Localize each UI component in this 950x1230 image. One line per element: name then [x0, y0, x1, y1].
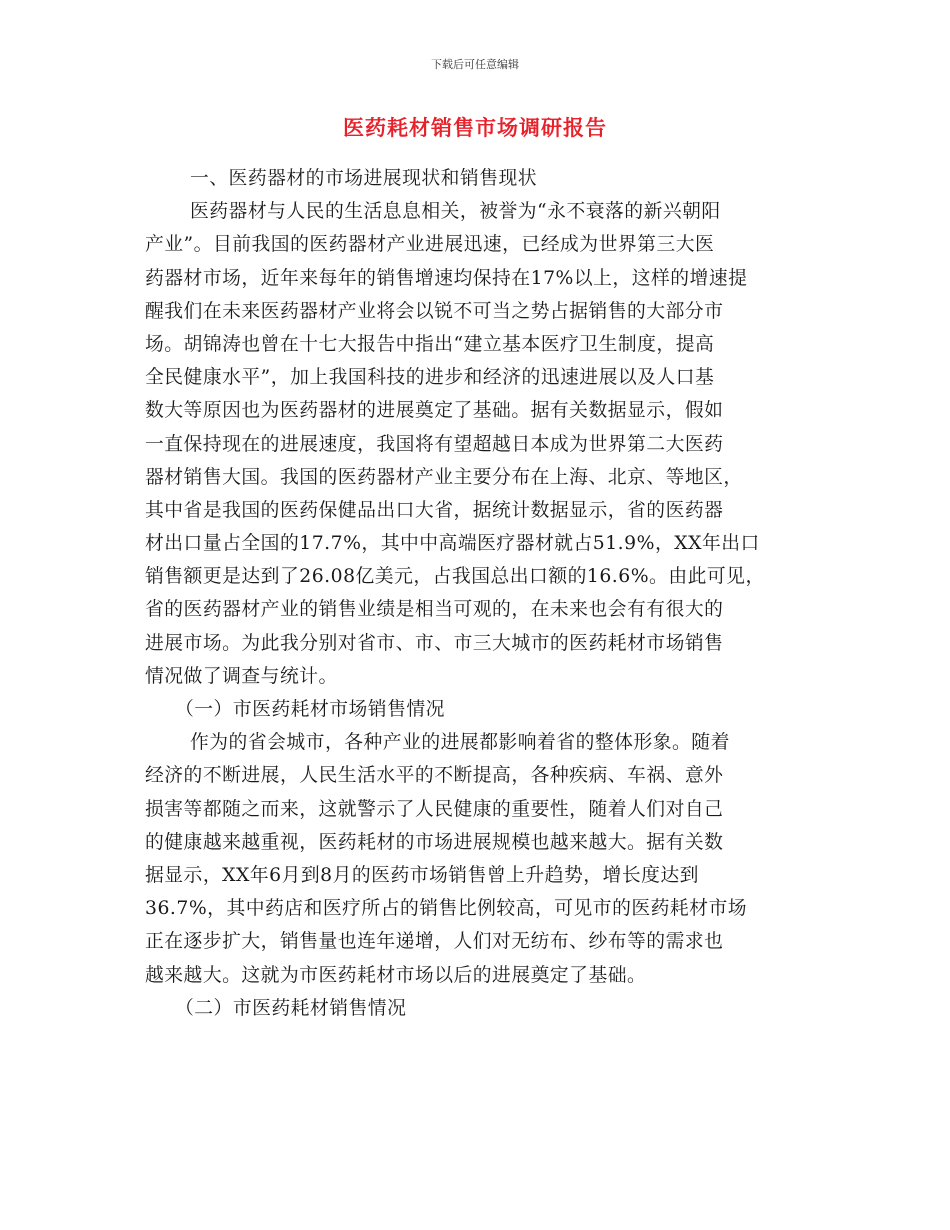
paragraph-line: 越来越大。这就为市医药耗材市场以后的进展奠定了基础。 [145, 964, 647, 986]
paragraph-line: 产业”。目前我国的医药器材产业进展迅速，已经成为世界第三大医 [145, 234, 715, 256]
paragraph-line: 据显示，XX年6月到8月的医药市场销售曾上升趋势，增长度达到 [145, 864, 699, 886]
paragraph-line: 情况做了调查与统计。 [145, 665, 338, 687]
document-body [145, 162, 817, 1025]
paragraph-line: 损害等都随之而来，这就警示了人民健康的重要性，随着人们对自己 [145, 798, 724, 820]
paragraph-line: 醒我们在未来医药器材产业将会以锐不可当之势占据销售的大部分市 [145, 300, 724, 322]
paragraph-line: 销售额更是达到了26.08亿美元，占我国总出口额的16.6%。由此可见， [145, 566, 765, 588]
paragraph-line: 器材销售大国。我国的医药器材产业主要分布在上海、北京、等地区， [145, 466, 743, 488]
section-heading-1: 一、医药器材的市场进展现状和销售现状 [190, 168, 538, 189]
paragraph-line: 作为的省会城市，各种产业的进展都影响着省的整体形象。随着 [190, 732, 730, 754]
paragraph-line: 全民健康水平”，加上我国科技的进步和经济的迅速进展以及人口基 [145, 367, 715, 389]
paragraph-line: 的健康越来越重视，医药耗材的市场进展规模也越来越大。据有关数 [145, 831, 724, 853]
paragraph-line: 经济的不断进展，人民生活水平的不断提高，各种疾病、车祸、意外 [145, 765, 724, 787]
document-title: 医药耗材销售市场调研报告 [343, 115, 607, 140]
paragraph-line: 36.7%，其中药店和医疗所占的销售比例较高，可见市的医药耗材市场 [145, 898, 748, 920]
paragraph-line: 场。胡锦涛也曾在十七大报告中指出“建立基本医疗卫生制度，提高 [145, 333, 715, 355]
paragraph-line: 省的医药器材产业的销售业绩是相当可观的，在未来也会有有很大的 [145, 599, 724, 621]
paragraph-line: 进展市场。为此我分别对省市、市、市三大城市的医药耗材市场销售 [145, 632, 724, 654]
subsection-heading-2: （二）市医药耗材销售情况 [175, 997, 407, 1019]
paragraph-line: 正在逐步扩大，销售量也连年递增，人们对无纺布、纱布等的需求也 [145, 931, 724, 953]
paragraph-line: 药器材市场，近年来每年的销售增速均保持在17%以上，这样的增速提 [145, 267, 748, 289]
paragraph-line: 其中省是我国的医药保健品出口大省，据统计数据显示，省的医药器 [145, 499, 724, 521]
paragraph-line: 一直保持现在的进展速度，我国将有望超越日本成为世界第二大医药 [145, 433, 724, 455]
paragraph-line: 材出口量占全国的17.7%，其中中高端医疗器材就占51.9%，XX年出口 [145, 533, 760, 555]
subsection-heading-1: （一）市医药耗材市场销售情况 [175, 699, 445, 720]
paragraph-line: 数大等原因也为医药器材的进展奠定了基础。据有关数据显示，假如 [145, 400, 724, 422]
header-note: 下载后可任意编辑 [431, 58, 519, 71]
paragraph-line: 医药器材与人民的生活息息相关，被誉为“永不衰落的新兴朝阳 [190, 201, 721, 223]
